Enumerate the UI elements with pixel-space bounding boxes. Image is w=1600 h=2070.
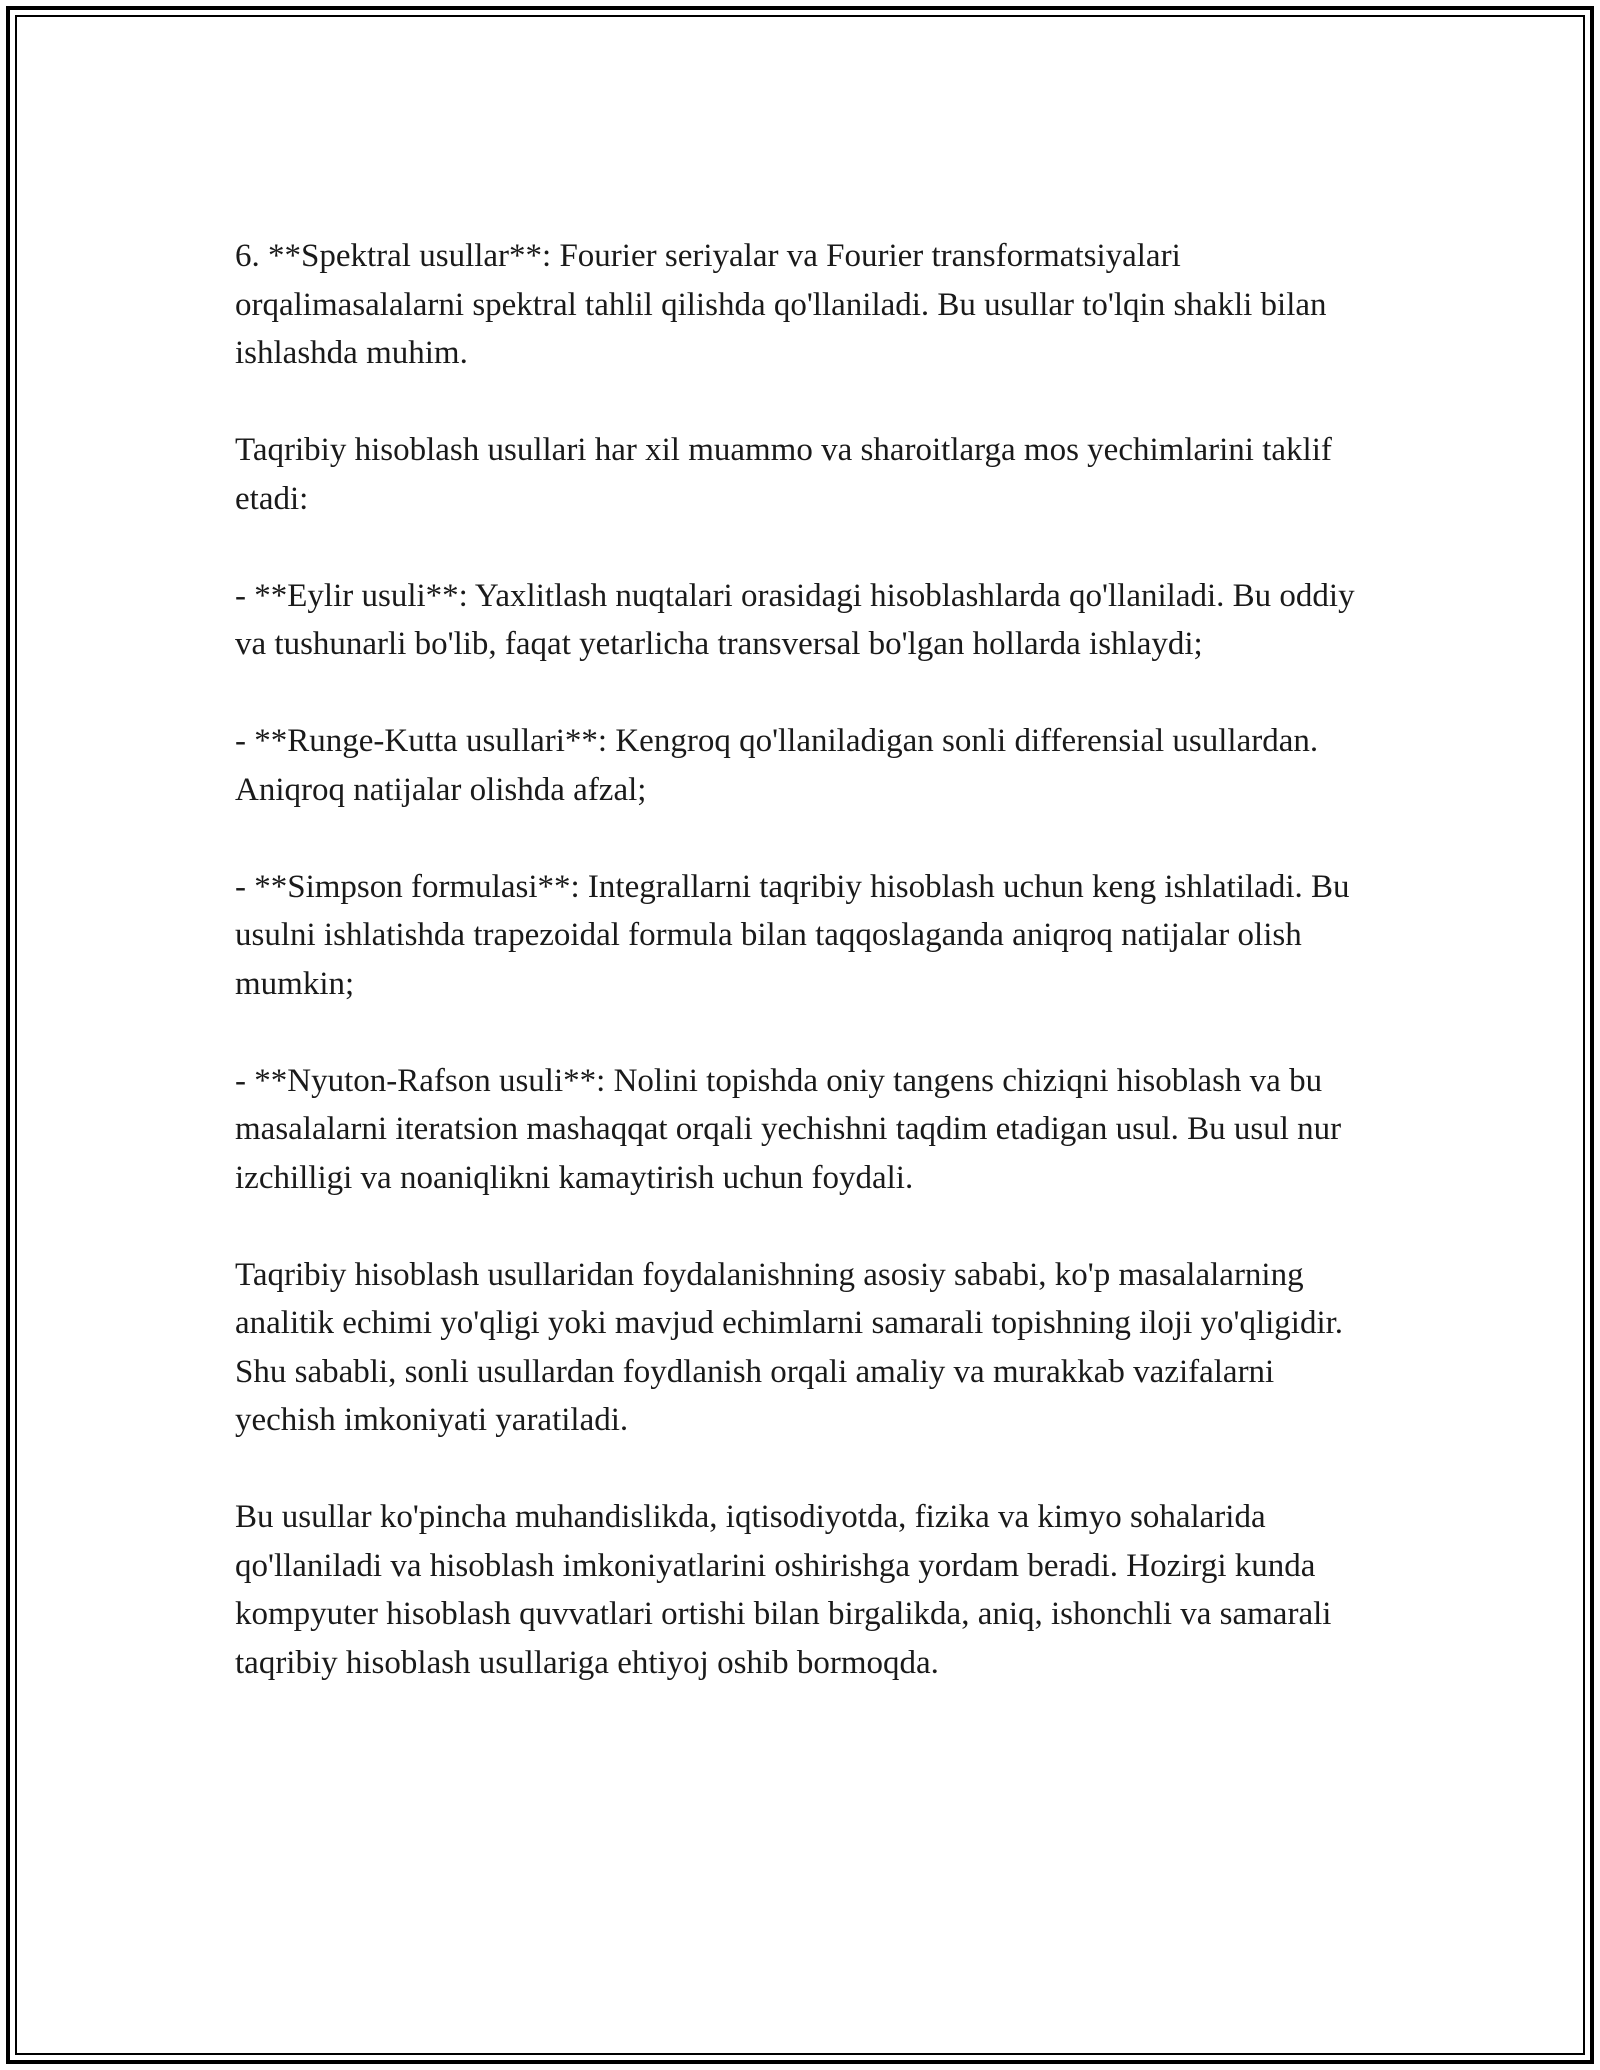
list-item-runge-kutta: - **Runge-Kutta usullari**: Kengroq qo'llaniladigan sonli differensial usullardan. Aniqroq natijalar olishda afzal; [235,723,1319,808]
paragraph-applications: Bu usullar ko'pincha muhandislikda, iqtisodiyotda, fizika va kimyo sohalarida qo'llaniladi va hisoblash imkoniyatlarini oshirishga yordam beradi. Hozirgi kunda kompyuter hisoblash quvvatlari ortishi bilan birgalikda, aniq, ishonchli va samarali taqribiy hisoblash usullariga ehtiyoj oshib bormoqda. [235,1499,1332,1681]
list-item-nyuton-rafson: - **Nyuton-Rafson usuli**: Nolini topishda oniy tangens chiziqni hisoblash va bu masalalarni iteratsion mashaqqat orqali yechishni taqdim etadigan usul. Bu usul nur izchilligi va noaniqlikni kamaytirish uchun foydali. [235,1062,1342,1196]
paragraph-intro: Taqribiy hisoblash usullari har xil muammo va sharoitlarga mos yechimlarini taklif etadi: [235,432,1332,517]
list-item-eylir-usuli: - **Eylir usuli**: Yaxlitlash nuqtalari orasidagi hisoblashlarda qo'llaniladi. Bu oddiy va tushunarli bo'lib, faqat yetarlicha transversal bo'lgan hollarda ishlaydi; [235,577,1355,662]
paragraph-reason: Taqribiy hisoblash usullaridan foydalanishning asosiy sababi, ko'p masalalarning analitik echimi yo'qligi yoki mavjud echimlarni samarali topishning iloji yo'qligidir. Shu sababli, sonli usullardan foydlanish orqali amaliy va murakkab vazifalarni yechish imkoniyati yaratiladi. [235,1256,1344,1438]
paragraph-spektral-usullar: 6. **Spektral usullar**: Fourier seriyalar va Fourier transformatsiyalari orqalimasalalarni spektral tahlil qilishda qo'llaniladi. Bu usullar to'lqin shakli bilan ishlashda muhim. [235,238,1327,371]
list-item-simpson-formulasi: - **Simpson formulasi**: Integrallarni taqribiy hisoblash uchun keng ishlatiladi. Bu usulni ishlatishda trapezoidal formula bilan taqqoslaganda aniqroq natijalar olish mumkin; [235,868,1350,1002]
document-body [235,232,1375,1687]
